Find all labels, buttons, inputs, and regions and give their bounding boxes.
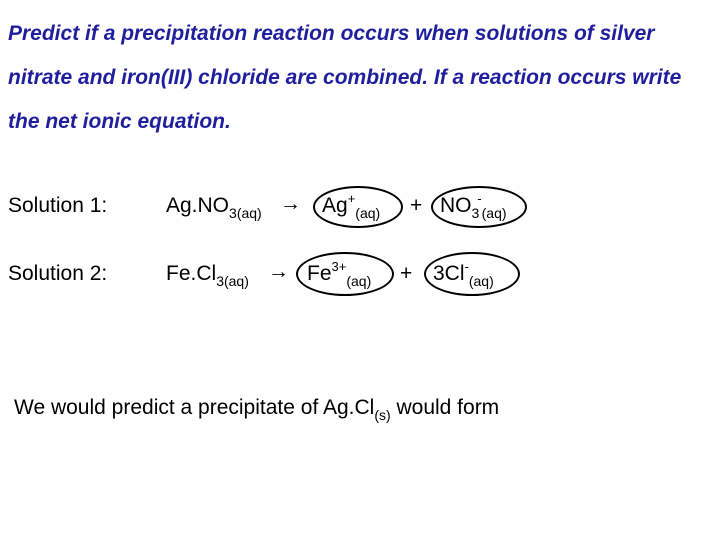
- solution-2-anion: $3Cl^-_{(aq)}$: [433, 259, 494, 289]
- solution-2-arrow: →: [268, 260, 289, 283]
- solution-1-cation: $Ag^+_{(aq)}$: [322, 191, 381, 221]
- question-text: Predict if a precipitation reaction occurs when solutions of silver nitrate and iron(III) chloride are combined. If a reaction occurs write the net ionic equation.: [8, 22, 682, 133]
- solution-2-plus: +: [400, 262, 413, 285]
- solution-1-anion: $NO_3^-_{(aq)}$: [440, 191, 507, 221]
- solution-1-plus: +: [410, 194, 423, 217]
- solution-1-reactant: $Ag.NO_{3(aq)}$: [166, 194, 262, 221]
- solution-2-label: Solution 2:: [8, 262, 108, 285]
- solution-2-cation: $Fe^{3+}_{(aq)}$: [307, 259, 372, 289]
- solution-1-label: Solution 1:: [8, 194, 108, 217]
- conclusion-text: We would predict a precipitate of $Ag.Cl_{(s)}$ would form: [14, 396, 500, 423]
- solution-2-reactant: $Fe.Cl_{3(aq)}$: [166, 262, 249, 289]
- solution-1-arrow: →: [280, 192, 301, 215]
